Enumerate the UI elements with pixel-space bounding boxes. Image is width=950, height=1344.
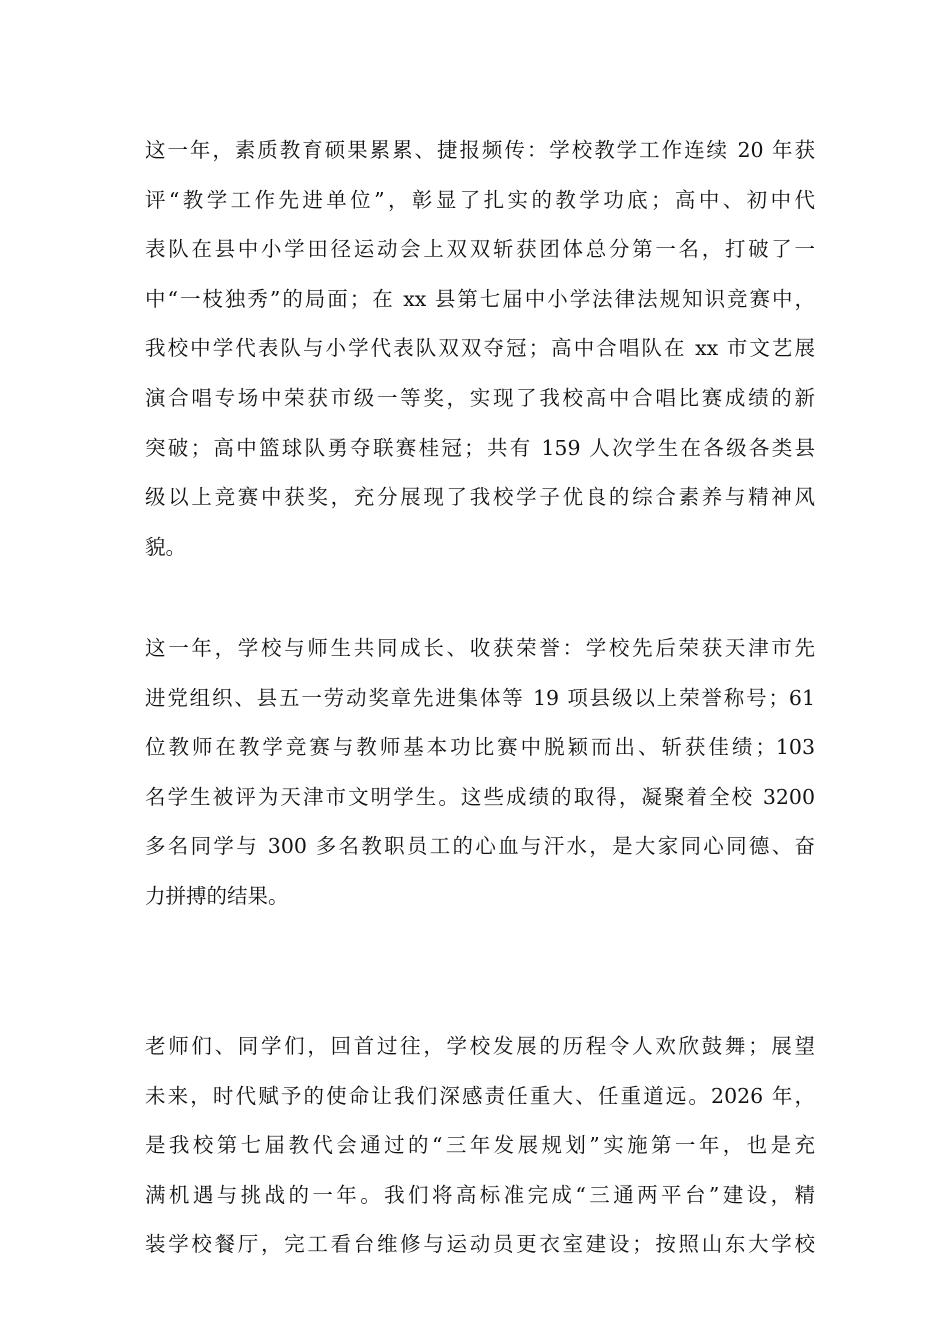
paragraph-future-outlook — [145, 1022, 815, 1270]
text-line: 这一年，学校与师生共同成长、收获荣誉：学校先后荣获天津市先 — [145, 636, 815, 660]
paragraph-honors — [145, 624, 815, 922]
paragraph-quality-education — [145, 126, 815, 572]
text-line: 貌。 — [145, 534, 186, 559]
text-line: 进党组织、县五一劳动奖章先进集体等 19 项县级以上荣誉称号；61 — [145, 685, 815, 710]
text-line: 是我校第七届教代会通过的“三年发展规划”实施第一年，也是充 — [145, 1133, 815, 1158]
text-line: 级以上竞赛中获奖，充分展现了我校学子优良的综合素养与精神风 — [145, 485, 815, 510]
text-line: 多名同学与 300 多名教职员工的心血与汗水，是大家同心同德、奋 — [145, 834, 815, 859]
text-line: 名学生被评为天津市文明学生。这些成绩的取得，凝聚着全校 3200 — [145, 784, 815, 809]
text-line: 表队在县中小学田径运动会上双双斩获团体总分第一名，打破了一 — [145, 237, 815, 262]
text-line: 评“教学工作先进单位”，彰显了扎实的教学功底；高中、初中代 — [145, 187, 815, 212]
text-line: 满机遇与挑战的一年。我们将高标准完成“三通两平台”建设，精 — [145, 1182, 815, 1207]
text-line: 装学校餐厅，完工看台维修与运动员更衣室建设；按照山东大学校 — [145, 1232, 815, 1257]
text-line: 突破；高中篮球队勇夺联赛桂冠；共有 159 人次学生在各级各类县 — [145, 435, 815, 460]
text-line: 演合唱专场中荣获市级一等奖，实现了我校高中合唱比赛成绩的新 — [145, 385, 815, 410]
text-line: 力拼搏的结果。 — [145, 883, 289, 908]
text-line: 中“一枝独秀”的局面；在 xx 县第七届中小学法律法规知识竞赛中， — [145, 286, 815, 311]
text-line: 未来，时代赋予的使命让我们深感责任重大、任重道远。2026 年， — [145, 1083, 815, 1108]
text-line: 这一年，素质教育硕果累累、捷报频传：学校教学工作连续 20 年获 — [145, 138, 815, 162]
text-line: 我校中学代表队与小学代表队双双夺冠；高中合唱队在 xx 市文艺展 — [145, 336, 815, 361]
text-line: 位教师在教学竞赛与教师基本功比赛中脱颖而出、斩获佳绩；103 — [145, 735, 815, 760]
text-line: 老师们、同学们，回首过往，学校发展的历程令人欢欣鼓舞；展望 — [145, 1034, 815, 1058]
